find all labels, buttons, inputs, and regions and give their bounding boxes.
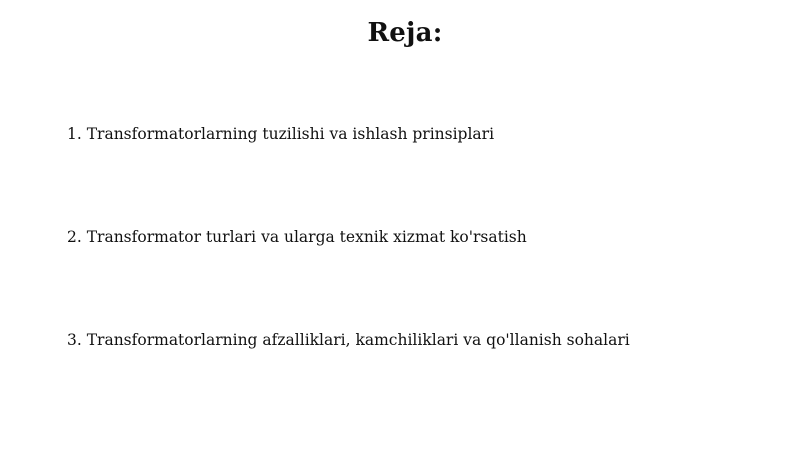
plan-item-2: 2. Transformator turlari va ularga texnik xizmat ko'rsatish <box>67 228 527 246</box>
plan-item-3: 3. Transformatorlarning afzalliklari, kamchiliklari va qo'llanish sohalari <box>67 331 630 349</box>
slide-title: Reja: <box>367 18 443 48</box>
plan-item-1: 1. Transformatorlarning tuzilishi va ishlash prinsiplari <box>67 125 495 143</box>
